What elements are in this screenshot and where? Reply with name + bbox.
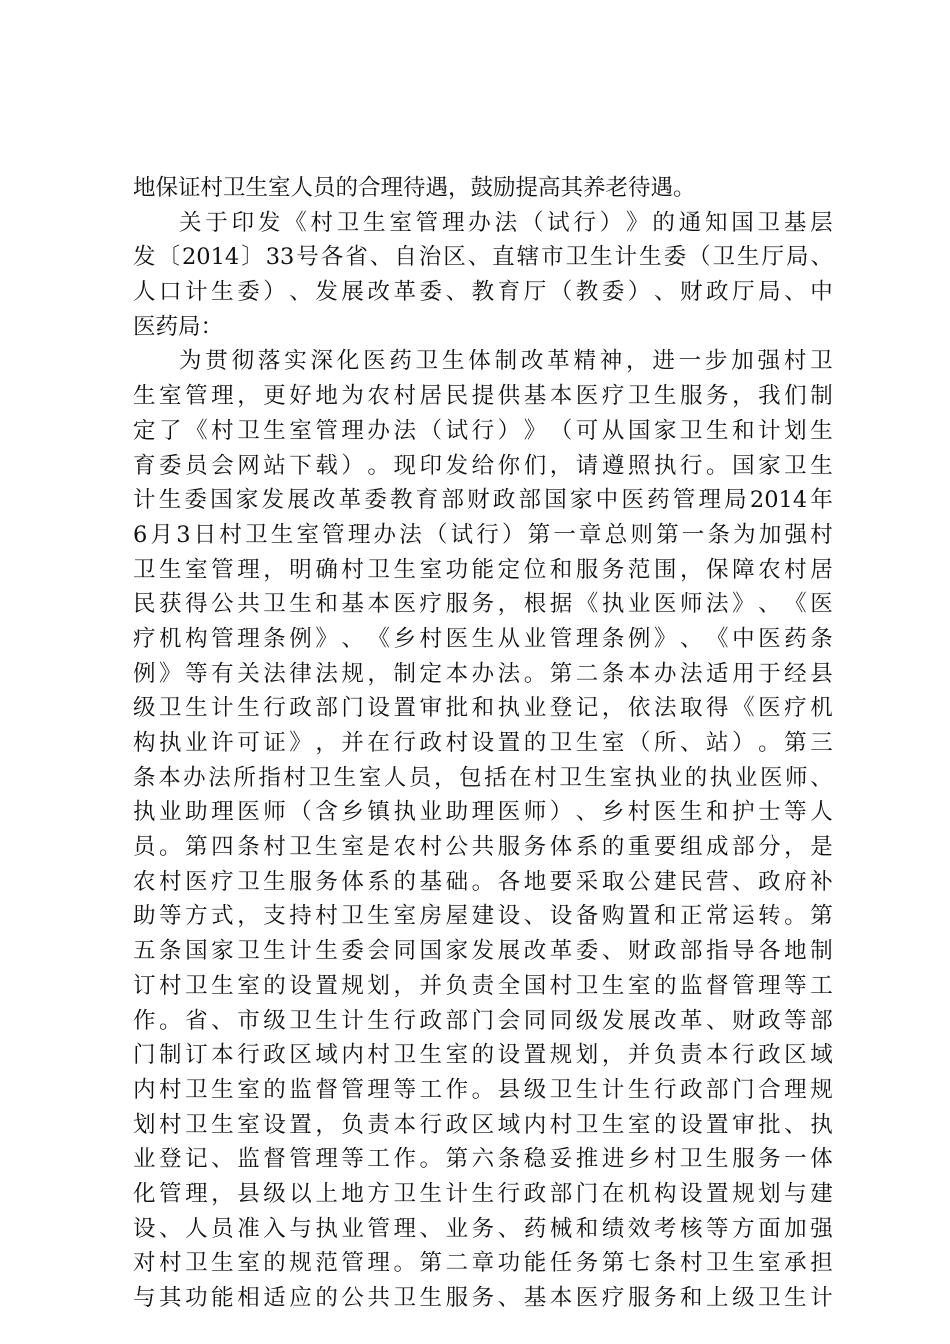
body-text xyxy=(133,171,833,1316)
text-line: 农 村 医 疗 卫 生 服 务 体 系 的 基 础 。 各 地 要 采 取 公 建 民 营 、 政 府 补 xyxy=(133,868,833,895)
text-line: 订 村 卫 生 室 的 设 置 规 划 ， 并 负 责 全 国 村 卫 生 室 的 监 督 管 理 等 工 xyxy=(133,972,833,999)
text-line: 设 、 人 员 准 入 与 执 业 管 理 、 业 务 、 药 械 和 绩 效 考 核 等 方 面 加 强 xyxy=(133,1215,833,1242)
text-line: 内 村 卫 生 室 的 监 督 管 理 等 工 作 。 县 级 卫 生 计 生 行 政 部 门 合 理 规 xyxy=(133,1076,833,1103)
text-line: 为 贯 彻 落 实 深 化 医 药 卫 生 体 制 改 革 精 神 ， 进 一 步 加 强 村 卫 xyxy=(179,348,833,375)
text-line: 划 村 卫 生 室 设 置 ， 负 责 本 行 政 区 域 内 村 卫 生 室 的 设 置 审 批 、 执 xyxy=(133,1111,833,1138)
text-line: 定 了 《 村 卫 生 室 管 理 办 法 （ 试 行 ） 》 （ 可 从 国 家 卫 生 和 计 划 生 xyxy=(133,417,833,444)
text-line: 关 于 印 发 《 村 卫 生 室 管 理 办 法 （ 试 行 ） 》 的 通 知 国 卫 基 层 xyxy=(179,209,833,236)
text-line: 发 〔 2014 〕 33 号 各 省 、 自 治 区 、 直 辖 市 卫 生 计 生 委 （ 卫 生 厅 局 、 xyxy=(133,244,833,271)
text-line: 员 。 第 四 条 村 卫 生 室 是 农 村 公 共 服 务 体 系 的 重 要 组 成 部 分 ， 是 xyxy=(133,834,833,861)
text-line: 与 其 功 能 相 适 应 的 公 共 卫 生 服 务 、 基 本 医 疗 服 务 和 上 级 卫 生 计 xyxy=(133,1285,833,1311)
text-line: 业 登 记 、 监 督 管 理 等 工 作 。 第 六 条 稳 妥 推 进 乡 村 卫 生 服 务 一 体 xyxy=(133,1146,833,1173)
text-line: 医药局： xyxy=(133,313,224,340)
text-line: 育 委 员 会 网 站 下 载 ） 。 现 印 发 给 你 们 ， 请 遵 照 执 行 。 国 家 卫 生 xyxy=(133,452,833,479)
text-line: 6 月 3 日 村 卫 生 室 管 理 办 法 （ 试 行 ） 第 一 章 总 则 第 一 条 为 加 强 村 xyxy=(133,521,833,548)
text-line: 门 制 订 本 行 政 区 域 内 村 卫 生 室 的 设 置 规 划 ， 并 负 责 本 行 政 区 域 xyxy=(133,1042,833,1069)
text-line: 化 管 理 ， 县 级 以 上 地 方 卫 生 计 生 行 政 部 门 在 机 构 设 置 规 划 与 建 xyxy=(133,1180,833,1207)
text-line: 地保证村卫生室人员的合理待遇，鼓励提高其养老待遇。 xyxy=(133,175,696,201)
text-line: 人 口 计 生 委 ） 、 发 展 改 革 委 、 教 育 厅 （ 教 委 ） 、 财 政 厅 局 、 中 xyxy=(133,279,833,306)
text-line: 计 生 委 国 家 发 展 改 革 委 教 育 部 财 政 部 国 家 中 医 药 管 理 局 2014 年 xyxy=(133,487,833,514)
text-line: 疗 机 构 管 理 条 例 》 、 《 乡 村 医 生 从 业 管 理 条 例 》 、 《 中 医 药 条 xyxy=(133,625,833,652)
text-line: 五 条 国 家 卫 生 计 生 委 会 同 国 家 发 展 改 革 委 、 财 政 部 指 导 各 地 制 xyxy=(133,938,833,965)
text-line: 作 。 省 、 市 级 卫 生 计 生 行 政 部 门 会 同 同 级 发 展 改 革 、 财 政 等 部 xyxy=(133,1007,833,1034)
text-line: 卫 生 室 管 理 ， 明 确 村 卫 生 室 功 能 定 位 和 服 务 范 围 ， 保 障 农 村 居 xyxy=(133,556,833,583)
text-line: 条 本 办 法 所 指 村 卫 生 室 人 员 ， 包 括 在 村 卫 生 室 执 业 的 执 业 医 师 、 xyxy=(133,764,833,791)
text-line: 民 获 得 公 共 卫 生 和 基 本 医 疗 服 务 ， 根 据 《 执 业 医 师 法 》 、 《 医 xyxy=(133,591,833,618)
text-line: 对 村 卫 生 室 的 规 范 管 理 。 第 二 章 功 能 任 务 第 七 条 村 卫 生 室 承 担 xyxy=(133,1250,833,1277)
text-line: 构 执 业 许 可 证 》 ， 并 在 行 政 村 设 置 的 卫 生 室 （ 所 、 站 ） 。 第 三 xyxy=(133,730,833,756)
text-line: 级 卫 生 计 生 行 政 部 门 设 置 审 批 和 执 业 登 记 ， 依 法 取 得 《 医 疗 机 xyxy=(133,695,833,722)
text-line: 执 业 助 理 医 师 （ 含 乡 镇 执 业 助 理 医 师 ） 、 乡 村 医 生 和 护 士 等 人 xyxy=(133,799,833,826)
text-line: 生 室 管 理 ， 更 好 地 为 农 村 居 民 提 供 基 本 医 疗 卫 生 服 务 ， 我 们 制 xyxy=(133,383,833,410)
text-line: 助 等 方 式 ， 支 持 村 卫 生 室 房 屋 建 设 、 设 备 购 置 和 正 常 运 转 。 第 xyxy=(133,903,833,930)
text-line: 例 》 等 有 关 法 律 法 规 ， 制 定 本 办 法 。 第 二 条 本 办 法 适 用 于 经 县 xyxy=(133,660,833,687)
